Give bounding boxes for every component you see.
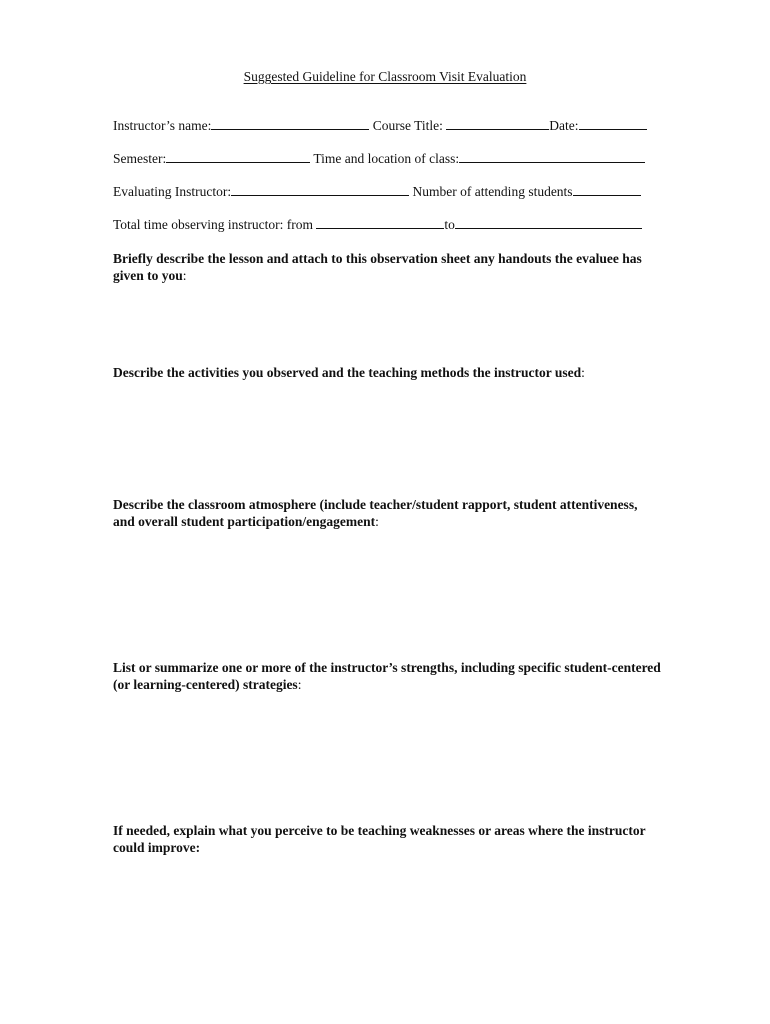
date-field[interactable] xyxy=(579,118,647,130)
attending-students-field[interactable] xyxy=(573,184,641,196)
question-classroom-atmosphere xyxy=(113,496,661,530)
row-semester-time-location xyxy=(113,151,673,167)
semester-label: Semester: xyxy=(113,151,167,166)
question-text: List or summarize one or more of the instructor’s strengths, including specific student-centered (or learning-centered) strategies xyxy=(113,660,661,692)
total-time-from-label: Total time observing instructor: from xyxy=(113,217,314,232)
question-suffix: : xyxy=(182,268,187,283)
course-title-label: Course Title: xyxy=(372,118,443,133)
question-suffix: : xyxy=(375,514,379,529)
question-text: Describe the activities you observed and the teaching methods the instructor used xyxy=(113,365,582,380)
question-suffix: : xyxy=(297,677,302,692)
row-total-time xyxy=(113,217,673,233)
row-instructor-course-date xyxy=(113,118,673,134)
total-time-to-field[interactable] xyxy=(455,217,642,229)
row-evaluator-attendance xyxy=(113,184,673,200)
date-label: Date: xyxy=(549,118,579,133)
total-time-from-field[interactable] xyxy=(316,217,444,229)
question-strengths xyxy=(113,659,661,693)
course-title-field[interactable] xyxy=(446,118,549,130)
question-text: Briefly describe the lesson and attach to this observation sheet any handouts the evaluee has given to you xyxy=(113,251,642,283)
question-text: If needed, explain what you perceive to be teaching weaknesses or areas where the instructor could improve: xyxy=(113,823,646,855)
question-activities-methods xyxy=(113,364,661,381)
time-location-field[interactable] xyxy=(459,151,645,163)
time-location-label: Time and location of class: xyxy=(313,151,460,166)
evaluating-instructor-label: Evaluating Instructor: xyxy=(113,184,232,199)
semester-field[interactable] xyxy=(166,151,310,163)
evaluating-instructor-field[interactable] xyxy=(231,184,409,196)
question-suffix: : xyxy=(581,365,585,380)
attending-students-label: Number of attending students xyxy=(412,184,573,199)
form-title: Suggested Guideline for Classroom Visit Evaluation xyxy=(243,69,527,84)
question-weaknesses xyxy=(113,822,661,856)
question-lesson-description xyxy=(113,250,661,284)
instructor-name-label: Instructor’s name: xyxy=(113,118,212,133)
total-time-to-label: to xyxy=(444,217,455,232)
question-text: Describe the classroom atmosphere (include teacher/student rapport, student attentiveness, and overall student participation/engagement xyxy=(113,497,638,529)
instructor-name-field[interactable] xyxy=(211,118,369,130)
